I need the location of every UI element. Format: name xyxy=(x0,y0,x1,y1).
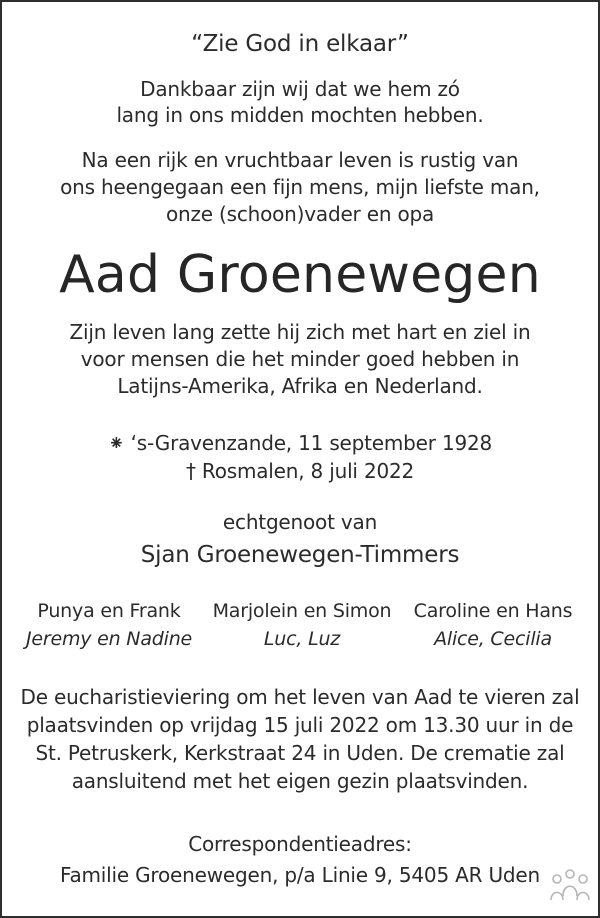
death-line: † Rosmalen, 8 juli 2022 xyxy=(185,459,415,483)
quote: “Zie God in elkaar” xyxy=(191,31,409,57)
service-line-1: De eucharistieviering om het leven van Aad te vieren zal xyxy=(20,685,580,709)
gratitude-line-2: lang in ons midden mochten hebben. xyxy=(116,103,484,127)
family-parents-3: Caroline en Hans xyxy=(413,600,573,622)
tribute-line-1: Zijn leven lang zette hij zich met hart en ziel in xyxy=(69,320,531,344)
correspondence-label: Correspondentieadres: xyxy=(188,832,412,856)
family-column-1 xyxy=(14,597,204,653)
tribute-line-3: Latijns-Amerika, Afrika en Nederland. xyxy=(117,374,483,398)
people-group-icon xyxy=(549,868,591,902)
spouse-name: Sjan Groenewegen-Timmers xyxy=(140,542,460,568)
intro-line-3: onze (schoon)vader en opa xyxy=(165,202,435,226)
tribute-line-2: voor mensen die het minder goed hebben in xyxy=(80,347,520,371)
correspondence-address: Familie Groenewegen, p/a Linie 9, 5405 AR Uden xyxy=(60,863,540,887)
service-line-4: aansluitend met het eigen gezin plaatsvinden. xyxy=(71,769,529,793)
family-column-3 xyxy=(400,597,586,653)
family-children-1: Jeremy en Nadine xyxy=(25,628,193,650)
birth-line: ⁕ ‘s-Gravenzande, 11 september 1928 xyxy=(107,431,493,455)
family-children-2: Luc, Luz xyxy=(263,628,341,650)
family-children-3: Alice, Cecilia xyxy=(434,628,552,650)
spouse-label: echtgenoot van xyxy=(222,510,378,534)
intro-line-1: Na een rijk en vruchtbaar leven is rustig van xyxy=(81,148,519,172)
deceased-name: Aad Groenewegen xyxy=(59,245,541,305)
service-line-2: plaatsvinden op vrijdag 15 juli 2022 om 13.30 uur in de xyxy=(26,713,574,737)
family-parents-2: Marjolein en Simon xyxy=(212,600,392,622)
family-column-2 xyxy=(205,597,399,653)
gratitude-line-1: Dankbaar zijn wij dat we hem zó xyxy=(140,77,460,101)
family-parents-1: Punya en Frank xyxy=(37,600,181,622)
service-line-3: St. Petruskerk, Kerkstraat 24 in Uden. De crematie zal xyxy=(35,741,565,765)
intro-line-2: ons heengegaan een fijn mens, mijn liefste man, xyxy=(60,175,540,199)
